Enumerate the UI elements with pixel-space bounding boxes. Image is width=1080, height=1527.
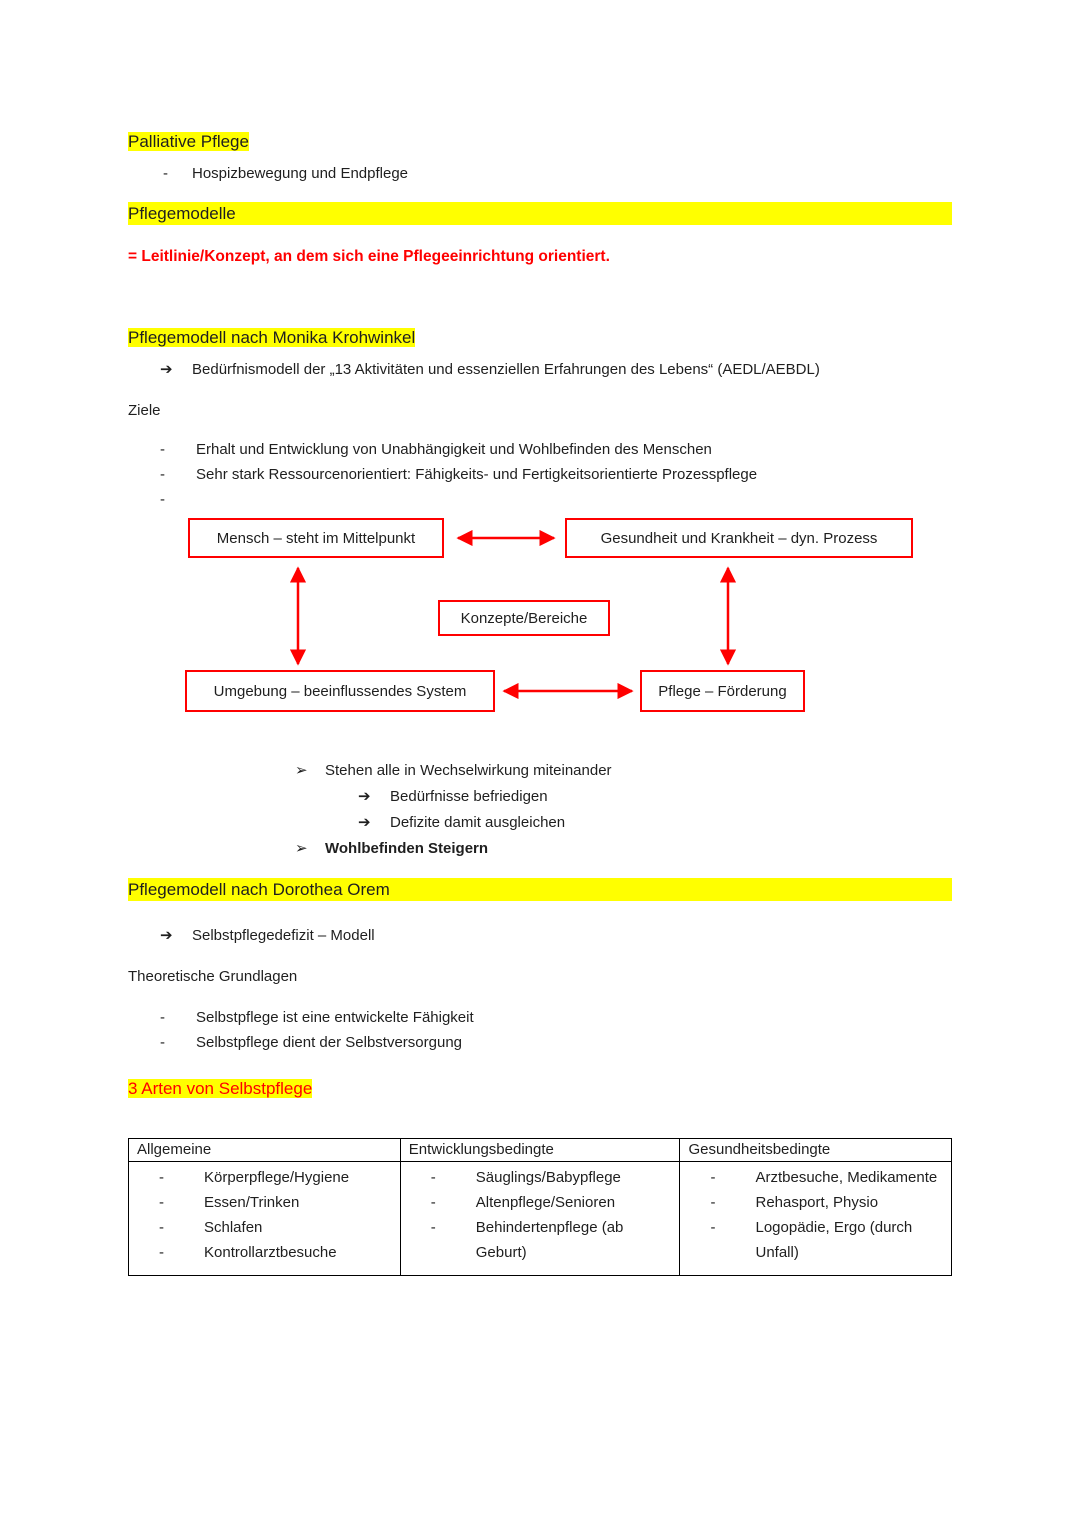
table-item-text: Essen/Trinken	[204, 1194, 300, 1211]
arrow-marker: ➔	[160, 927, 173, 944]
list-item-text: Hospizbewegung und Endpflege	[192, 165, 408, 182]
table-header-allgemeine: Allgemeine	[129, 1139, 401, 1162]
table-item-text: Kontrollarztbesuche	[204, 1244, 337, 1261]
table-item-text: Arztbesuche, Medikamente	[755, 1169, 938, 1186]
list-item-text: Bedürfnisse befriedigen	[390, 788, 548, 805]
table-header-row	[129, 1139, 952, 1162]
diagram-box-umgebung: Umgebung – beeinflussendes System	[185, 670, 495, 712]
heading-krohwinkel-text: Pflegemodell nach Monika Krohwinkel	[128, 328, 416, 347]
table-item-text: Körperpflege/Hygiene	[204, 1169, 350, 1186]
heading-pflegemodelle: Pflegemodelle	[128, 202, 952, 225]
dash-marker: -	[163, 165, 168, 182]
list-item-grundlage-1	[128, 1005, 952, 1030]
table-list-item	[401, 1190, 674, 1215]
table-item-text: Logopädie, Ergo (durch Unfall)	[755, 1219, 913, 1261]
list-item-text: Stehen alle in Wechselwirkung miteinander	[325, 762, 612, 779]
table-list-item	[129, 1165, 394, 1190]
table-cell-gesundheitsbedingte	[680, 1162, 952, 1276]
table-list-item	[401, 1215, 674, 1265]
list-item-beduerfnisse	[128, 784, 952, 810]
list-item-text: Wohlbefinden Steigern	[325, 840, 489, 857]
dash-marker: -	[160, 1009, 165, 1026]
list-item-text: Defizite damit ausgleichen	[390, 814, 566, 831]
table-header-gesundheitsbedingte: Gesundheitsbedingte	[680, 1139, 952, 1162]
list-item-ziel-1	[128, 437, 952, 462]
dash-marker: -	[160, 466, 165, 483]
list-item-wechselwirkung	[128, 758, 952, 784]
list-item-defizite	[128, 810, 952, 836]
dash-marker: -	[160, 491, 165, 508]
chevron-marker: ➢	[295, 840, 308, 857]
table-item-text: Altenpflege/Senioren	[475, 1194, 616, 1211]
diagram-box-konzepte: Konzepte/Bereiche	[438, 600, 610, 636]
diagram-box-gesundheit: Gesundheit und Krankheit – dyn. Prozess	[565, 518, 913, 558]
table-list-item	[680, 1190, 945, 1215]
table-list-item	[129, 1240, 394, 1265]
table-body-row	[129, 1162, 952, 1276]
arrow-marker: ➔	[358, 788, 371, 805]
dash-marker: -	[160, 441, 165, 458]
definition-text: = Leitlinie/Konzept, an dem sich eine Pflegeeinrichtung orientiert.	[128, 248, 610, 265]
table-item-text: Behindertenpflege (ab Geburt)	[475, 1219, 624, 1261]
dash-marker: -	[710, 1194, 716, 1211]
dash-marker: -	[159, 1219, 164, 1236]
table-list-item	[401, 1165, 674, 1190]
list-item-empty	[128, 487, 952, 512]
dash-marker: -	[159, 1194, 164, 1211]
table-list-item	[680, 1215, 945, 1265]
list-item-ziel-2	[128, 462, 952, 487]
list-item-text: Selbstpflege dient der Selbstversorgung	[196, 1034, 463, 1051]
chevron-marker: ➢	[295, 762, 308, 779]
table-list-item	[129, 1215, 394, 1240]
heading-palliative-pflege-text: Palliative Pflege	[128, 132, 249, 151]
table-list-item	[129, 1190, 394, 1215]
dash-marker: -	[159, 1169, 164, 1186]
label-ziele: Ziele	[128, 402, 161, 419]
diagram-box-mensch: Mensch – steht im Mittelpunkt	[188, 518, 444, 558]
list-item-text: Erhalt und Entwicklung von Unabhängigkeit und Wohlbefinden des Menschen	[196, 441, 712, 458]
dash-marker: -	[710, 1219, 716, 1236]
conclusion-list	[128, 758, 952, 862]
list-item-text: Bedürfnismodell der „13 Aktivitäten und essenziellen Erfahrungen des Lebens“ (AEDL/AEBDL)	[192, 361, 820, 378]
table-item-text: Rehasport, Physio	[755, 1194, 879, 1211]
heading-orem: Pflegemodell nach Dorothea Orem	[128, 878, 952, 901]
dash-marker: -	[430, 1169, 436, 1186]
table-item-text: Säuglings/Babypflege	[475, 1169, 621, 1186]
list-item-beduerfnismodell	[128, 357, 952, 382]
krohwinkel-diagram	[128, 518, 952, 728]
dash-marker: -	[160, 1034, 165, 1051]
table-cell-allgemeine	[129, 1162, 401, 1276]
selbstpflege-table	[128, 1138, 952, 1276]
dash-marker: -	[430, 1219, 436, 1236]
dash-marker: -	[159, 1244, 164, 1261]
diagram-box-pflege: Pflege – Förderung	[640, 670, 805, 712]
dash-marker: -	[710, 1169, 716, 1186]
list-item-wohlbefinden	[128, 836, 952, 862]
table-header-entwicklungsbedingte: Entwicklungsbedingte	[400, 1139, 680, 1162]
heading-arten	[128, 1077, 952, 1100]
label-theoretische-grundlagen: Theoretische Grundlagen	[128, 968, 298, 985]
list-item-hospiz	[128, 161, 952, 186]
heading-palliative-pflege	[128, 130, 952, 153]
grundlagen-list	[128, 1005, 952, 1055]
heading-arten-text: 3 Arten von Selbstpflege	[128, 1079, 313, 1098]
table-item-text: Schlafen	[204, 1219, 263, 1236]
table-cell-entwicklungsbedingte	[400, 1162, 680, 1276]
dash-marker: -	[430, 1194, 436, 1211]
list-item-selbstpflegedefizit	[128, 923, 952, 948]
arrow-marker: ➔	[160, 361, 173, 378]
list-item-text: Selbstpflege ist eine entwickelte Fähigkeit	[196, 1009, 474, 1026]
list-item-grundlage-2	[128, 1030, 952, 1055]
list-item-text: Selbstpflegedefizit – Modell	[192, 927, 375, 944]
table-list-item	[680, 1165, 945, 1190]
arrow-marker: ➔	[358, 814, 371, 831]
heading-krohwinkel	[128, 326, 952, 349]
list-item-text: Sehr stark Ressourcenorientiert: Fähigkeits- und Fertigkeitsorientierte Prozesspflege	[196, 466, 758, 483]
ziele-list	[128, 437, 952, 512]
